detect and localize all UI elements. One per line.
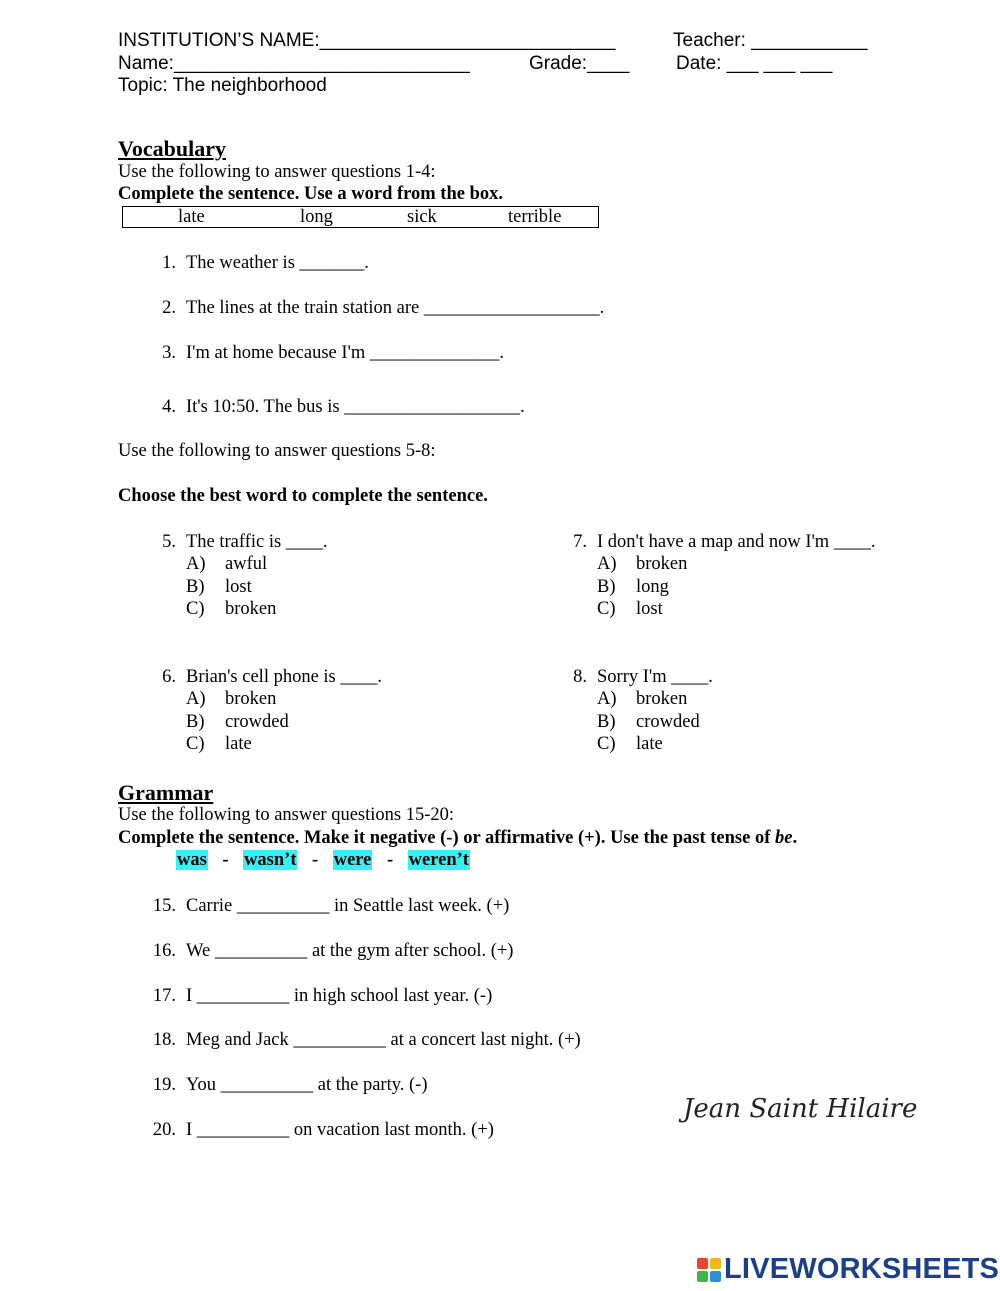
option-text[interactable]: broken (225, 599, 277, 619)
question-number: 1. (162, 253, 176, 273)
option-text[interactable]: lost (225, 577, 252, 597)
word-separator: - (222, 850, 229, 870)
word-separator: - (312, 850, 319, 870)
option-letter: B) (597, 712, 616, 732)
question-text: I don't have a map and now I'm ____. (597, 532, 876, 552)
option-letter: C) (186, 599, 205, 619)
question-text: I'm at home because I'm ______________. (186, 343, 505, 363)
date-field: Date: ___ ___ ___ (676, 53, 833, 74)
option-text[interactable]: broken (636, 554, 688, 574)
word-box-item: late (178, 207, 205, 227)
grammar-direction-text: Complete the sentence. Make it negative (-) or affirmative (+). Use the past tense of (118, 828, 776, 848)
option-letter: C) (597, 599, 616, 619)
question-text: The traffic is ____. (186, 532, 328, 552)
word-box-item: long (300, 207, 333, 227)
word-box (122, 206, 599, 228)
option-text[interactable]: lost (636, 599, 663, 619)
question-number: 4. (162, 397, 176, 417)
liveworksheets-logo-icon (697, 1258, 721, 1282)
option-letter: B) (186, 712, 205, 732)
option-letter: A) (186, 689, 206, 709)
grammar-word: wasn’t (244, 850, 297, 870)
question-number: 6. (162, 667, 176, 687)
question-number: 18. (152, 1030, 176, 1050)
word-box-item: sick (407, 207, 437, 227)
grammar-direction-be: be (775, 828, 793, 848)
grammar-direction (118, 828, 797, 849)
name-field: Name:____________________________ (118, 53, 470, 74)
topic-label: Topic: The neighborhood (118, 75, 327, 96)
option-text[interactable]: late (225, 734, 252, 754)
question-number: 20. (152, 1120, 176, 1140)
question-text: I __________ on vacation last month. (+) (186, 1120, 494, 1140)
option-text[interactable]: crowded (225, 712, 289, 732)
option-letter: B) (186, 577, 205, 597)
vocabulary-direction-2: Choose the best word to complete the sentence. (118, 486, 488, 506)
option-letter: C) (186, 734, 205, 754)
option-text[interactable]: long (636, 577, 669, 597)
question-number: 7. (573, 532, 587, 552)
grammar-instruction: Use the following to answer questions 15-20: (118, 805, 455, 825)
teacher-field: Teacher: ___________ (673, 30, 868, 51)
institution-field: INSTITUTION’S NAME:____________________________ (118, 30, 616, 51)
grammar-word: weren’t (408, 850, 469, 870)
option-letter: A) (186, 554, 206, 574)
option-text[interactable]: awful (225, 554, 268, 574)
vocabulary-heading: Vocabulary (118, 136, 226, 161)
option-letter: A) (597, 554, 617, 574)
option-text[interactable]: broken (225, 689, 277, 709)
grammar-heading: Grammar (118, 780, 214, 805)
option-text[interactable]: crowded (636, 712, 700, 732)
question-number: 16. (152, 941, 176, 961)
question-text: You __________ at the party. (-) (186, 1075, 428, 1095)
vocabulary-direction-1: Complete the sentence. Use a word from the box. (118, 184, 504, 204)
mc-question-6 (146, 667, 506, 757)
option-letter: B) (597, 577, 616, 597)
question-number: 17. (152, 986, 176, 1006)
mc-question-7 (557, 532, 957, 622)
question-number: 8. (573, 667, 587, 687)
word-box-item: terrible (508, 207, 562, 227)
mc-question-5 (146, 532, 506, 622)
vocabulary-instruction-1: Use the following to answer questions 1-4: (118, 162, 436, 182)
question-text: We __________ at the gym after school. (+) (186, 941, 514, 961)
grammar-word: were (333, 850, 372, 870)
option-letter: C) (597, 734, 616, 754)
question-number: 2. (162, 298, 176, 318)
question-number: 19. (152, 1075, 176, 1095)
question-text: Sorry I'm ____. (597, 667, 713, 687)
word-separator: - (386, 850, 394, 870)
option-text[interactable]: broken (636, 689, 688, 709)
liveworksheets-logo-text[interactable]: LIVEWORKSHEETS (724, 1253, 1000, 1285)
vocabulary-instruction-2: Use the following to answer questions 5-8: (118, 441, 436, 461)
grammar-word: was (177, 850, 207, 870)
grade-field: Grade:____ (529, 53, 630, 74)
grammar-direction-end: . (792, 828, 798, 848)
question-text: Carrie __________ in Seattle last week. (+) (186, 896, 510, 916)
question-number: 3. (162, 343, 176, 363)
option-letter: A) (597, 689, 617, 709)
question-text: Meg and Jack __________ at a concert last night. (+) (186, 1030, 581, 1050)
grammar-word-list (176, 850, 470, 871)
question-text: I __________ in high school last year. (-) (186, 986, 493, 1006)
option-text[interactable]: late (636, 734, 663, 754)
signature: Jean Saint Hilaire (683, 1094, 918, 1124)
question-text: Brian's cell phone is ____. (186, 667, 383, 687)
question-number: 15. (152, 896, 176, 916)
question-number: 5. (162, 532, 176, 552)
question-text: The weather is _______. (186, 253, 369, 273)
mc-question-8 (557, 667, 957, 757)
question-text: The lines at the train station are ___________________. (186, 298, 605, 318)
question-text: It's 10:50. The bus is ___________________. (186, 397, 525, 417)
